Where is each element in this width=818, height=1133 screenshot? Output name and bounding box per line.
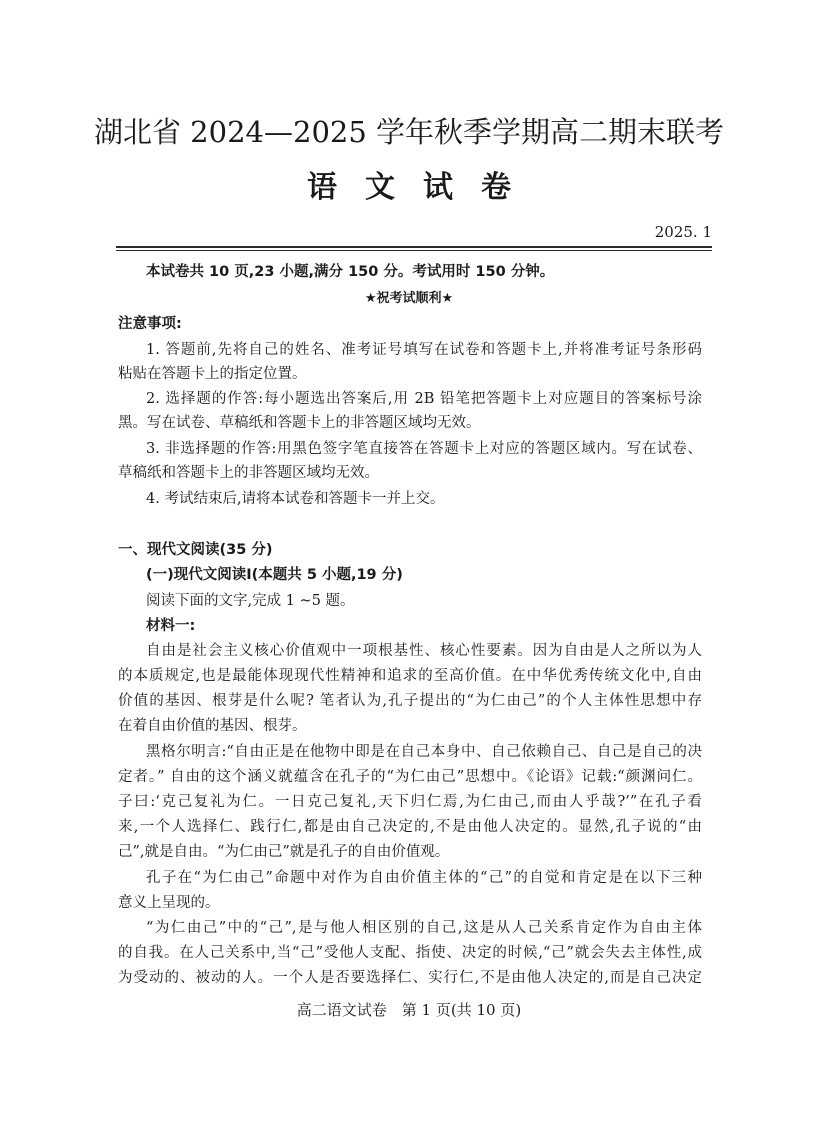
passage-line: 价值的基因、根芽是什么呢? 笔者认为,孔子提出的“为仁由己”的个人主体性思想中存 [118,693,702,709]
passage-line: 意义上呈现的。 [118,895,220,911]
passage-line: 定者。” 自由的这个涵义就蕴含在孔子的“为仁由己”思想中。《论语》记载:“颜渊问仁。 [118,769,702,785]
header-rule-thin [116,250,712,251]
exam-summary: 本试卷共 10 页,23 小题,满分 150 分。考试用时 150 分钟。 [146,264,555,280]
subsection-heading: (一)现代文阅读Ⅰ(本题共 5 小题,19 分) [146,567,403,583]
page-footer: 高二语文试卷 第 1 页(共 10 页) [296,1001,522,1019]
note-line: 2. 选择题的作答:每小题选出答案后,用 2B 铅笔把答题卡上对应题目的答案标号涂 [146,391,702,407]
passage-line: “为仁由己”中的“己”,是与他人相区别的自己,这是从人己关系肯定作为自由主体 [146,920,702,936]
exam-title: 湖北省 2024—2025 学年秋季学期高二期末联考 [93,115,725,149]
passage-line: 子曰:‘克己复礼为仁。一日克己复礼,天下归仁焉,为仁由己,而由人乎哉?’”在孔子看 [118,794,702,810]
exam-date: 2025. 1 [654,223,712,241]
note-line: 粘贴在答题卡上的指定位置。 [118,366,307,382]
reading-instruction: 阅读下面的文字,完成 1 ~5 题。 [146,593,355,609]
note-line: 3. 非选择题的作答:用黑色签字笔直接答在答题卡上对应的答题区域内。写在试卷、 [146,441,702,457]
passage-line: 黑格尔明言:“自由正是在他物中即是在自己本身中、自己依赖自己、自己是自己的决 [146,744,702,760]
passage-line: 的本质规定,也是最能体现现代性精神和追求的至高价值。在中华优秀传统文化中,自由 [118,668,702,684]
header-rule-thick [116,246,712,248]
note-line: 1. 答题前,先将自己的姓名、准考证号填写在试卷和答题卡上,并将准考证号条形码 [146,342,702,358]
section-heading: 一、现代文阅读(35 分) [118,542,273,558]
passage-line: 己”,就是自由。“为仁由己”就是孔子的自由价值观。 [118,844,450,860]
notes-heading: 注意事项: [118,316,182,332]
passage-line: 的自我。在人己关系中,当“己”受他人支配、指使、决定的时候,“己”就会失去主体性,成 [118,945,702,961]
passage-line: 自由是社会主义核心价值观中一项根基性、核心性要素。因为自由是人之所以为人 [146,643,702,659]
passage-line: 为受动的、被动的人。一个人是否要选择仁、实行仁,不是由他人决定的,而是自己决定 [118,970,702,986]
passage-line: 在着自由价值的基因、根芽。 [118,718,307,734]
good-luck-banner: ★祝考试顺利★ [364,291,454,306]
material-label: 材料一: [146,618,196,634]
passage-line: 孔子在“为仁由己”命题中对作为自由价值主体的“己”的自觉和肯定是在以下三种 [146,870,702,886]
passage-line: 来,一个人选择仁、践行仁,都是由自己决定的,不是由他人决定的。显然,孔子说的“由 [118,819,702,835]
note-line: 4. 考试结束后,请将本试卷和答题卡一并上交。 [146,491,445,507]
note-line: 黑。写在试卷、草稿纸和答题卡上的非答题区域均无效。 [118,415,481,431]
note-line: 草稿纸和答题卡上的非答题区域均无效。 [118,465,379,481]
exam-subject: 语文试卷 [307,170,539,205]
